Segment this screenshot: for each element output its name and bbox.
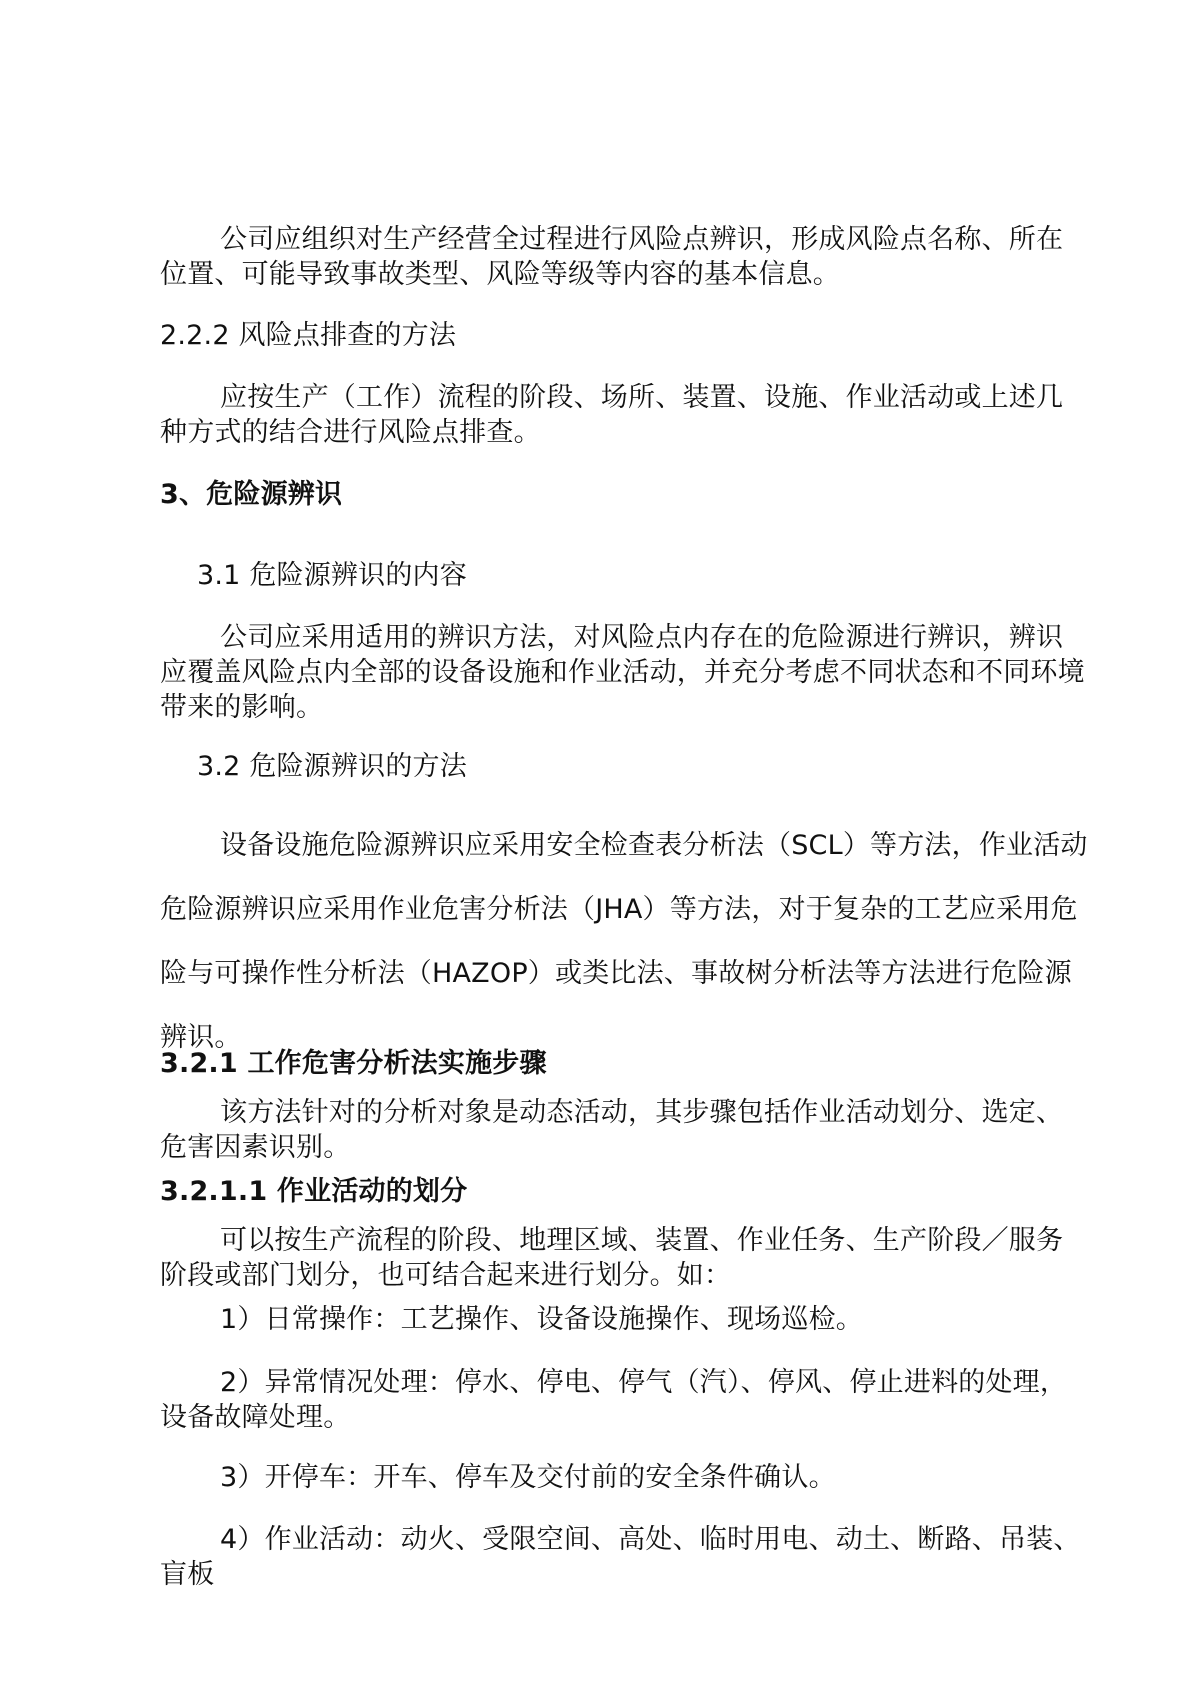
heading-3-1: 3.1 危险源辨识的内容: [197, 560, 467, 591]
heading-3: 3、危险源辨识: [160, 479, 343, 510]
paragraph-jha-steps: 该方法针对的分析对象是动态活动，其步骤包括作业活动划分、选定、危害因素识别。: [160, 1097, 1064, 1163]
list-item-1: 1）日常操作：工艺操作、设备设施操作、现场巡检。: [220, 1304, 863, 1335]
paragraph-risk-point-identification: 公司应组织对生产经营全过程进行风险点辨识，形成风险点名称、所在位置、可能导致事故类型、风险等级等内容的基本信息。: [160, 224, 1064, 290]
list-item-2: 2）异常情况处理：停水、停电、停气（汽）、停风、停止进料的处理，设备故障处理。: [160, 1367, 1068, 1433]
heading-3-2-1-1: 3.2.1.1 作业活动的划分: [160, 1176, 468, 1207]
list-item-3: 3）开停车：开车、停车及交付前的安全条件确认。: [220, 1462, 836, 1493]
paragraph-hazard-identification-content: 公司应采用适用的辨识方法，对风险点内存在的危险源进行辨识，辨识应覆盖风险点内全部的设备设施和作业活动，并充分考虑不同状态和不同环境带来的影响。: [160, 622, 1085, 723]
paragraph-risk-point-method: 应按生产（工作）流程的阶段、场所、装置、设施、作业活动或上述几种方式的结合进行风险点排查。: [160, 382, 1064, 448]
paragraph-activity-division: 可以按生产流程的阶段、地理区域、装置、作业任务、生产阶段／服务阶段或部门划分，也可结合起来进行划分。如：: [160, 1225, 1064, 1291]
list-item-4: 4）作业活动：动火、受限空间、高处、临时用电、动土、断路、吊装、盲板: [160, 1524, 1081, 1590]
paragraph-hazard-identification-method: 设备设施危险源辨识应采用安全检查表分析法（SCL）等方法，作业活动危险源辨识应采用作业危害分析法（JHA）等方法，对于复杂的工艺应采用危险与可操作性分析法（HAZOP）或类比法、事故树分析法等方法进行危险源辨识。: [160, 830, 1088, 1053]
heading-3-2-1: 3.2.1 工作危害分析法实施步骤: [160, 1048, 547, 1079]
heading-3-2: 3.2 危险源辨识的方法: [197, 751, 467, 782]
heading-2-2-2: 2.2.2 风险点排查的方法: [160, 320, 457, 351]
